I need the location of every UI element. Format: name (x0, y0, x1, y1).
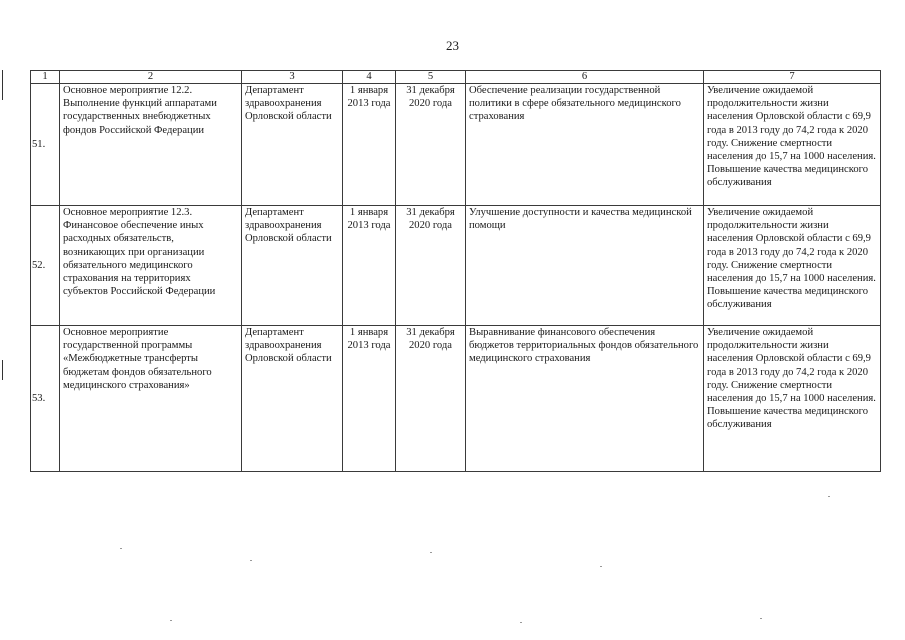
result-cell: Выравнивание финансового обеспечения бюджетов территориальных фондов обязательного медицинского страхования (466, 326, 704, 472)
table-row (31, 206, 881, 326)
column-header: 2 (60, 71, 242, 84)
table-row (31, 84, 881, 206)
start-date-cell: 1 января 2013 года (343, 84, 396, 206)
column-header: 4 (343, 71, 396, 84)
measures-table (30, 70, 881, 472)
column-header: 5 (396, 71, 466, 84)
indicator-link-cell: Увеличение ожидаемой продолжительности жизни населения Орловской области с 69,9 года в 2013 году до 74,2 года к 2020 году. Снижение смертности населения до 15,7 на 1000 населения. Повышение качества медицинского обслуживания (704, 84, 881, 206)
executor-cell: Департамент здравоохранения Орловской области (242, 326, 343, 472)
table-row (31, 326, 881, 472)
column-header: 7 (704, 71, 881, 84)
executor-cell: Департамент здравоохранения Орловской области (242, 84, 343, 206)
measure-cell: Основное мероприятие 12.3. Финансовое обеспечение иных расходных обязательств, возникающих при организации обязательного медицинского страхования на территориях субъектов Российской Федерации (60, 206, 242, 326)
start-date-cell: 1 января 2013 года (343, 326, 396, 472)
scan-edge-mark (2, 360, 3, 380)
executor-cell: Департамент здравоохранения Орловской области (242, 206, 343, 326)
result-cell: Обеспечение реализации государственной политики в сфере обязательного медицинского страхования (466, 84, 704, 206)
column-header: 1 (31, 71, 60, 84)
end-date-cell: 31 декабря 2020 года (396, 84, 466, 206)
table-header-row (31, 71, 881, 84)
column-header: 6 (466, 71, 704, 84)
indicator-link-cell: Увеличение ожидаемой продолжительности жизни населения Орловской области с 69,9 года в 2013 году до 74,2 года к 2020 году. Снижение смертности населения до 15,7 на 1000 населения. Повышение качества медицинского обслуживания (704, 206, 881, 326)
indicator-link-cell: Увеличение ожидаемой продолжительности жизни населения Орловской области с 69,9 года в 2013 году до 74,2 года к 2020 году. Снижение смертности населения до 15,7 на 1000 населения. Повышение качества медицинского обслуживания (704, 326, 881, 472)
end-date-cell: 31 декабря 2020 года (396, 326, 466, 472)
start-date-cell: 1 января 2013 года (343, 206, 396, 326)
page-number: 23 (446, 38, 459, 53)
measure-cell: Основное мероприятие государственной программы «Межбюджетные трансферты бюджетам фондов обязательного медицинского страхования» (60, 326, 242, 472)
result-cell: Улучшение доступности и качества медицинской помощи (466, 206, 704, 326)
scan-edge-mark (2, 70, 3, 100)
end-date-cell: 31 декабря 2020 года (396, 206, 466, 326)
row-number: 52. (31, 206, 60, 326)
column-header: 3 (242, 71, 343, 84)
row-number: 51. (31, 84, 60, 206)
measure-cell: Основное мероприятие 12.2. Выполнение функций аппаратами государственных внебюджетных фондов Российской Федерации (60, 84, 242, 206)
row-number: 53. (31, 326, 60, 472)
